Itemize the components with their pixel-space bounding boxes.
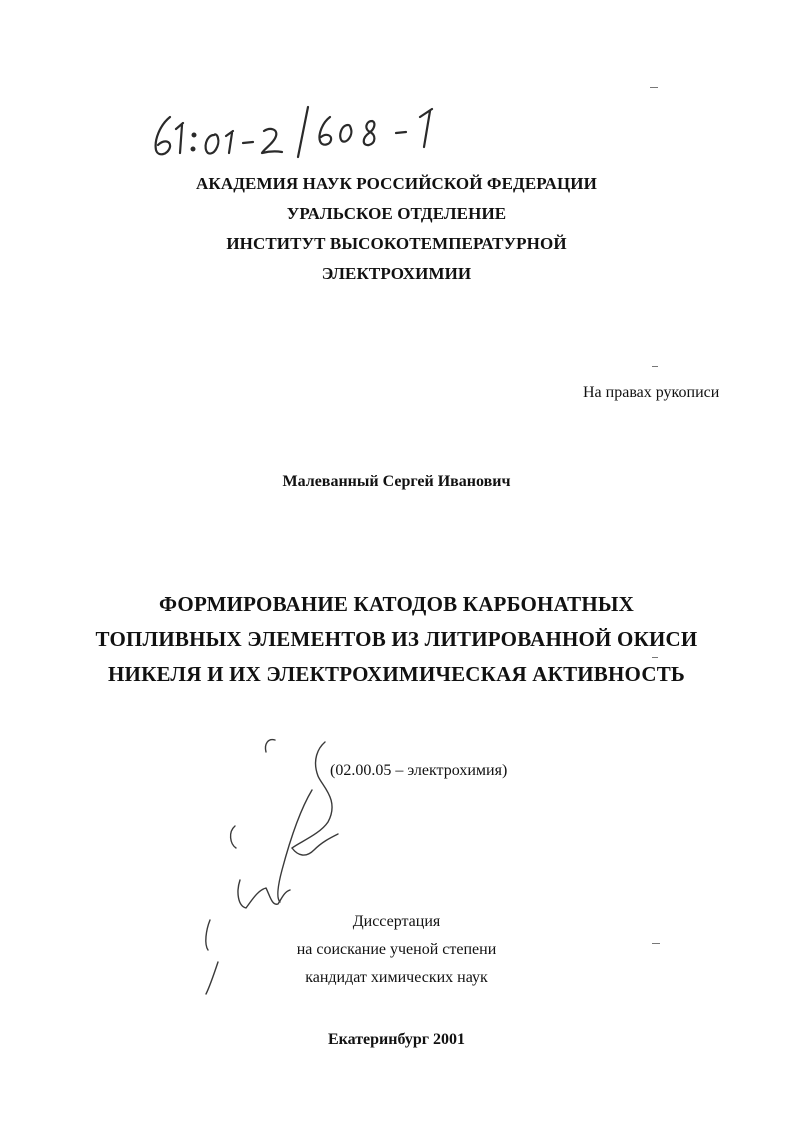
scan-speck: [652, 366, 658, 367]
organization-line-3: ИНСТИТУТ ВЫСОКОТЕМПЕРАТУРНОЙ: [226, 234, 567, 253]
degree-line-1: Диссертация: [352, 913, 441, 930]
organization-line-1: АКАДЕМИЯ НАУК РОССИЙСКОЙ ФЕДЕРАЦИИ: [196, 174, 597, 193]
organization-line-4: ЭЛЕКТРОХИМИИ: [321, 264, 472, 283]
thesis-title-line-3: НИКЕЛЯ И ИХ ЭЛЕКТРОХИМИЧЕСКАЯ АКТИВНОСТЬ: [108, 662, 685, 686]
rights-note: На правах рукописи: [583, 384, 720, 401]
specialty-code: (02.00.05 – электрохимия): [330, 762, 508, 779]
city-year: Екатеринбург 2001: [327, 1031, 466, 1048]
scan-speck: [652, 943, 660, 944]
degree-line-3: кандидат химических наук: [305, 969, 488, 986]
scan-speck: [652, 657, 658, 658]
degree-line-2: на соискание ученой степени: [296, 941, 497, 958]
handwritten-catalog-number: [140, 95, 520, 170]
thesis-title-line-2: ТОПЛИВНЫХ ЭЛЕМЕНТОВ ИЗ ЛИТИРОВАННОЙ ОКИСИ: [95, 627, 698, 651]
thesis-title-line-1: ФОРМИРОВАНИЕ КАТОДОВ КАРБОНАТНЫХ: [158, 592, 635, 616]
scan-speck: [650, 87, 658, 88]
handwritten-signature: [180, 730, 380, 1010]
author-name: Малеванный Сергей Иванович: [282, 473, 511, 490]
organization-line-2: УРАЛЬСКОЕ ОТДЕЛЕНИЕ: [286, 204, 507, 223]
